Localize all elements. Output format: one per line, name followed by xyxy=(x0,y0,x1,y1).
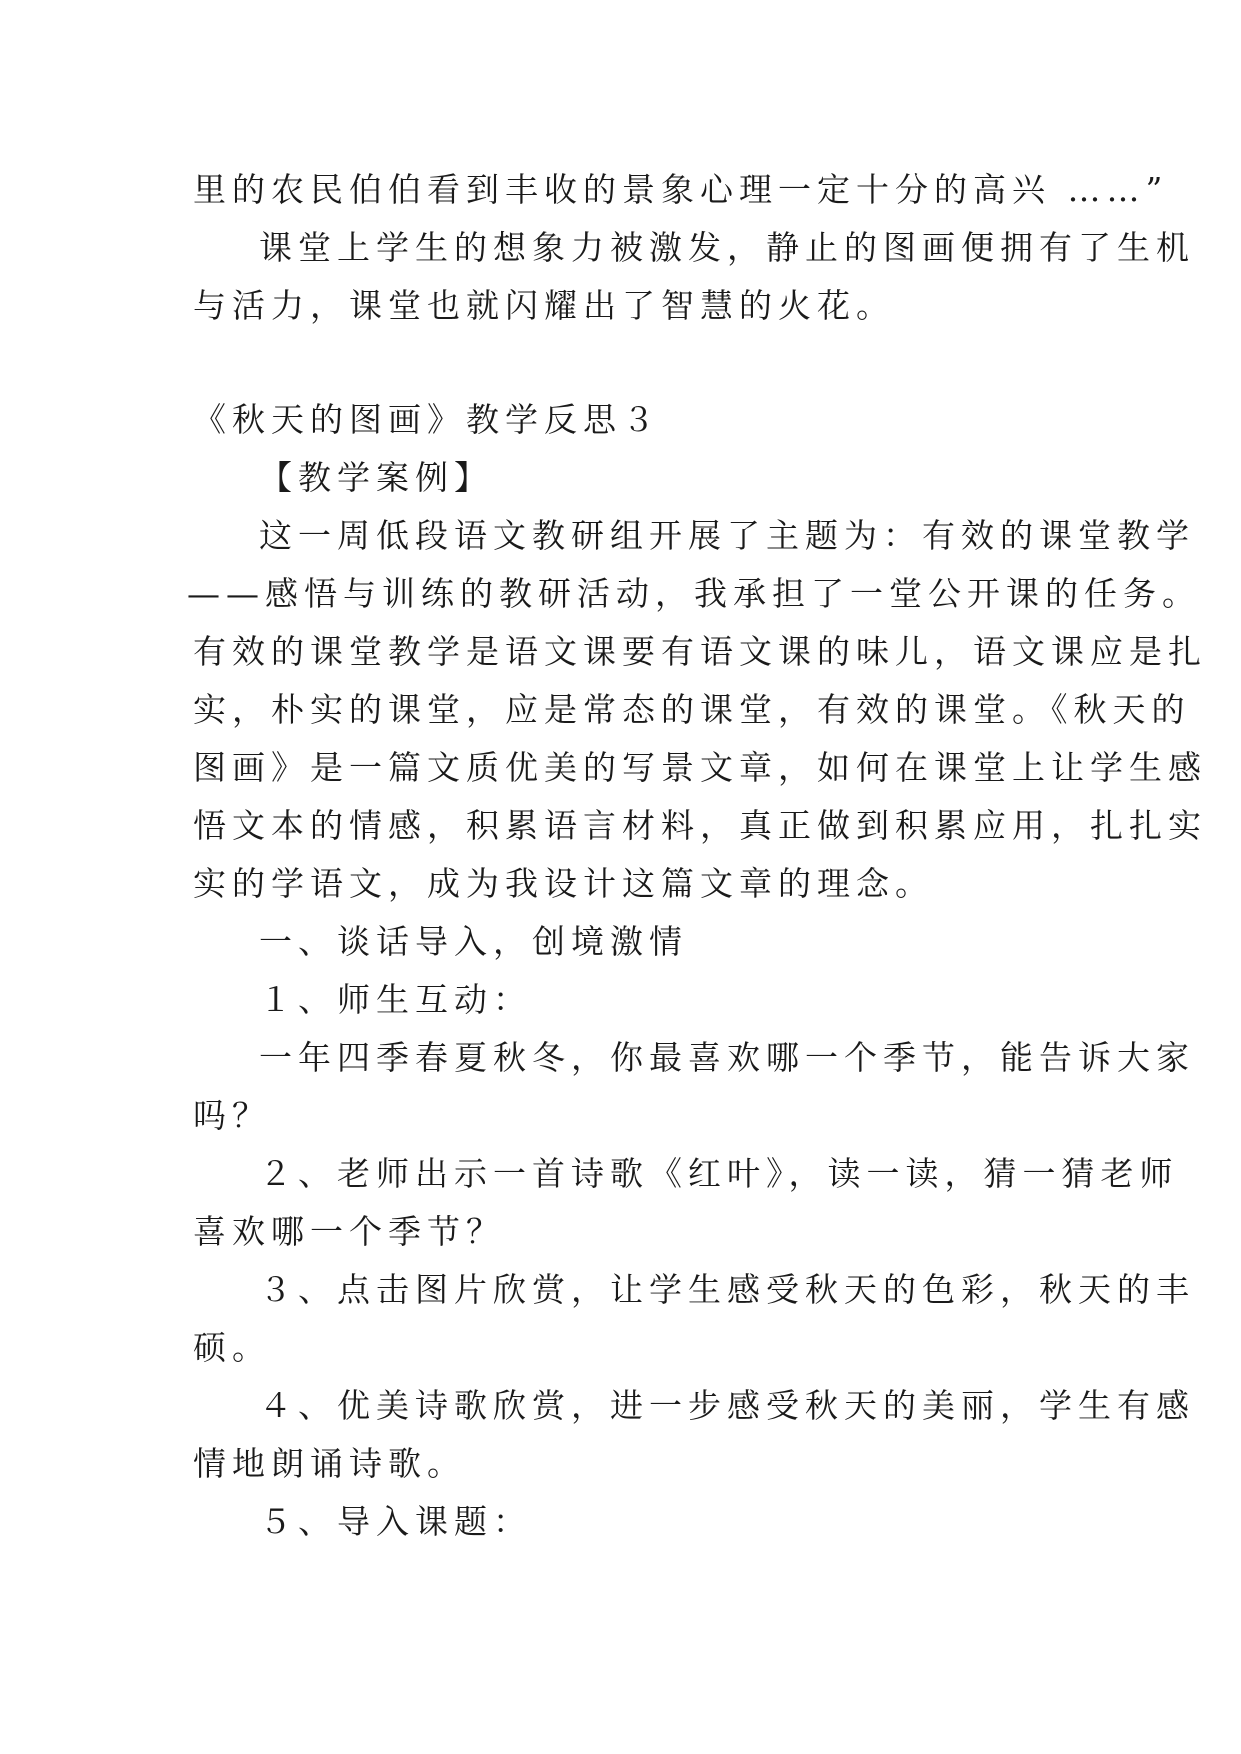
paragraph-line: 实，朴实的课堂，应是常态的课堂，有效的课堂。《秋天的 xyxy=(193,690,1191,729)
list-item-continuation: 硕。 xyxy=(193,1328,271,1367)
section-title: 《秋天的图画》教学反思３ xyxy=(193,400,661,439)
list-item: ５、导入课题： xyxy=(259,1502,532,1541)
paragraph-line: 课堂上学生的想象力被激发，静止的图画便拥有了生机 xyxy=(259,228,1195,267)
list-item-continuation: 喜欢哪一个季节？ xyxy=(193,1212,505,1251)
paragraph-line: 图画》是一篇文质优美的写景文章，如何在课堂上让学生感 xyxy=(193,748,1207,787)
paragraph-line: 实的学语文，成为我设计这篇文章的理念。 xyxy=(193,864,934,903)
list-heading: 一、谈话导入，创境激情 xyxy=(259,922,688,961)
list-item: ３、点击图片欣赏，让学生感受秋天的色彩，秋天的丰 xyxy=(259,1270,1195,1309)
paragraph-line: ——感悟与训练的教研活动，我承担了一堂公开课的任务。 xyxy=(187,574,1201,613)
list-item-continuation: 吗？ xyxy=(193,1096,271,1135)
document-body xyxy=(187,161,1207,1551)
paragraph-line: 悟文本的情感，积累语言材料，真正做到积累应用，扎扎实 xyxy=(193,806,1207,845)
paragraph-line: 里的农民伯伯看到丰收的景象心理一定十分的高兴 ……” xyxy=(193,170,1169,209)
list-item-continuation: 情地朗诵诗歌。 xyxy=(193,1444,466,1483)
list-item: ４、优美诗歌欣赏，进一步感受秋天的美丽，学生有感 xyxy=(259,1386,1195,1425)
list-item: ２、老师出示一首诗歌《红叶》，读一读，猜一猜老师 xyxy=(259,1154,1179,1193)
list-item: 一年四季春夏秋冬，你最喜欢哪一个季节，能告诉大家 xyxy=(259,1038,1195,1077)
section-subheading: 【教学案例】 xyxy=(259,458,493,497)
list-item: １、师生互动： xyxy=(259,980,532,1019)
paragraph-line: 有效的课堂教学是语文课要有语文课的味儿，语文课应是扎 xyxy=(193,632,1207,671)
paragraph-line: 与活力，课堂也就闪耀出了智慧的火花。 xyxy=(193,286,895,325)
paragraph-line: 这一周低段语文教研组开展了主题为：有效的课堂教学 xyxy=(259,516,1195,555)
